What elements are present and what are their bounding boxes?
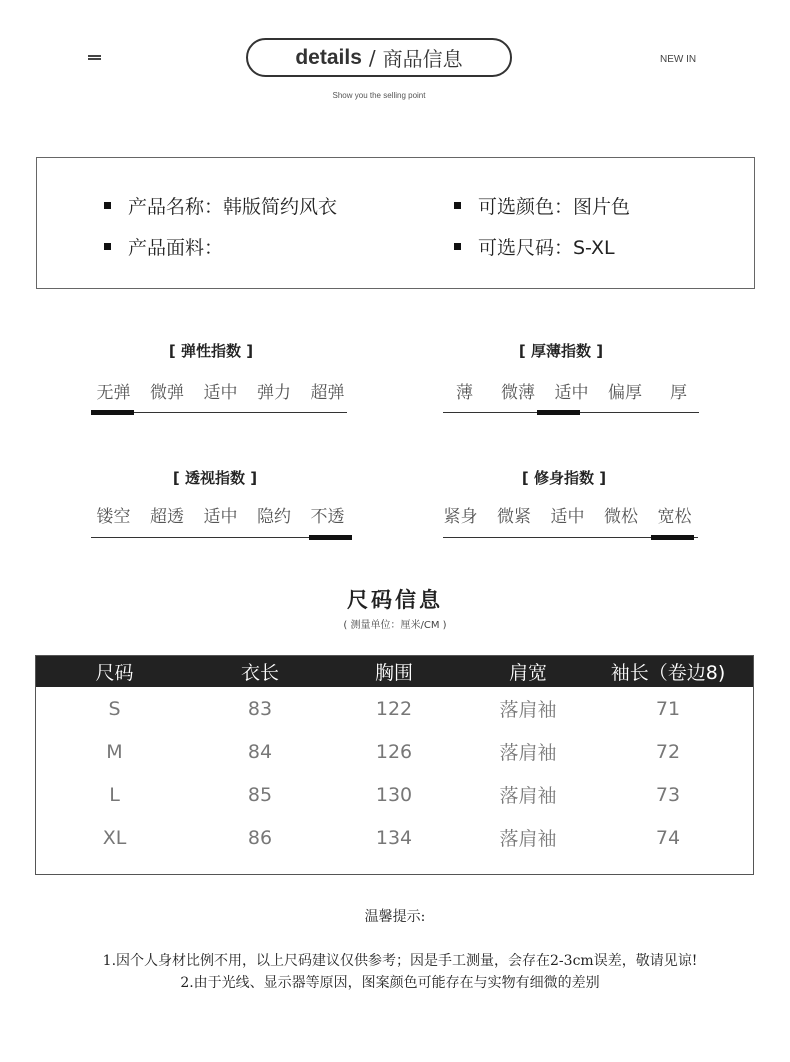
table-cell: 72 bbox=[655, 740, 681, 763]
table-row bbox=[36, 730, 753, 773]
table-cell: 86 bbox=[247, 826, 273, 849]
table-cell: 130 bbox=[375, 783, 413, 806]
table-cell: 73 bbox=[655, 783, 681, 806]
table-row bbox=[36, 816, 753, 859]
table-cell: 落肩袖 bbox=[499, 785, 557, 807]
size-info-unit: ( 测量单位：厘米/CM ) bbox=[343, 620, 447, 631]
details-title-pill bbox=[246, 38, 512, 77]
title-slash: / bbox=[368, 45, 376, 70]
thickness-title: [ 厚薄指数 ] bbox=[518, 342, 604, 360]
product-info-box bbox=[36, 157, 755, 289]
header-cell: 衣长 bbox=[240, 662, 279, 684]
thickness-label: 薄 bbox=[456, 383, 473, 403]
thickness-label: 微薄 bbox=[501, 383, 535, 403]
fit-label: 适中 bbox=[550, 507, 585, 527]
info-product-name bbox=[104, 192, 337, 219]
table-cell: L bbox=[109, 783, 120, 806]
elasticity-label: 无弹 bbox=[96, 383, 131, 403]
size-info-title: 尺码信息 bbox=[347, 588, 443, 612]
table-cell: 126 bbox=[375, 740, 413, 763]
thickness-label: 厚 bbox=[670, 383, 687, 403]
transparency-label: 隐约 bbox=[257, 507, 291, 527]
elasticity-label: 弹力 bbox=[257, 383, 291, 403]
elasticity-label: 适中 bbox=[203, 383, 238, 403]
transparency-selected-marker bbox=[309, 535, 352, 540]
table-cell: 134 bbox=[375, 826, 413, 849]
table-cell: 122 bbox=[375, 697, 413, 720]
new-in-label: NEW IN bbox=[660, 54, 697, 65]
info-product-name-text: 产品名称：韩版简约风衣 bbox=[128, 196, 338, 218]
elasticity-selected-marker bbox=[91, 410, 134, 415]
table-cell: XL bbox=[102, 826, 127, 849]
table-row bbox=[36, 773, 753, 816]
table-row bbox=[36, 687, 753, 730]
fit-label: 微松 bbox=[604, 507, 638, 527]
tip-line-2: 2.由于光线、显示器等原因，图案颜色可能存在与实物有细微的差别 bbox=[180, 975, 600, 991]
thickness-label: 适中 bbox=[554, 383, 589, 403]
subtitle: Show you the selling point bbox=[332, 91, 426, 100]
title-cn: 商品信息 bbox=[382, 47, 463, 71]
elasticity-label: 超弹 bbox=[310, 383, 345, 403]
fit-labels bbox=[434, 502, 701, 527]
table-cell: 74 bbox=[655, 826, 681, 849]
fit-title: [ 修身指数 ] bbox=[521, 469, 607, 487]
bullet-icon bbox=[454, 243, 461, 250]
table-cell: 落肩袖 bbox=[499, 699, 557, 721]
header-cell: 尺码 bbox=[95, 662, 134, 684]
fit-label: 宽松 bbox=[657, 507, 692, 527]
elasticity-label: 微弹 bbox=[150, 383, 184, 403]
thickness-selected-marker bbox=[537, 410, 580, 415]
info-color-text: 可选颜色：图片色 bbox=[478, 196, 631, 218]
transparency-label: 适中 bbox=[203, 507, 238, 527]
header-cell: 肩宽 bbox=[508, 662, 547, 684]
tip-line-1: 1.因个人身材比例不用，以上尺码建议仅供参考；因是手工测量，会存在2-3cm误差，敬请见谅! bbox=[102, 953, 698, 969]
table-cell: S bbox=[108, 697, 121, 720]
fit-label: 微紧 bbox=[497, 507, 531, 527]
size-table-header bbox=[36, 656, 753, 687]
bullet-icon bbox=[104, 243, 111, 250]
header-cell: 胸围 bbox=[374, 662, 413, 684]
elasticity-title: [ 弹性指数 ] bbox=[168, 342, 254, 360]
table-cell: 85 bbox=[247, 783, 273, 806]
transparency-label: 超透 bbox=[150, 507, 184, 527]
transparency-label: 镂空 bbox=[96, 507, 131, 527]
info-fabric bbox=[104, 233, 223, 260]
table-cell: 83 bbox=[247, 697, 273, 720]
bullet-icon bbox=[104, 202, 111, 209]
table-cell: 落肩袖 bbox=[499, 828, 557, 850]
table-cell: 落肩袖 bbox=[499, 742, 557, 764]
info-size-text: 可选尺码：S-XL bbox=[478, 237, 615, 259]
thickness-label: 偏厚 bbox=[608, 383, 642, 403]
table-cell: 84 bbox=[247, 740, 273, 763]
header-cell: 袖长（卷边8) bbox=[610, 662, 726, 684]
info-size bbox=[454, 233, 615, 260]
table-cell: M bbox=[106, 740, 123, 763]
info-fabric-text: 产品面料： bbox=[128, 237, 224, 259]
title-en: details bbox=[295, 45, 362, 69]
transparency-labels bbox=[87, 502, 354, 527]
fit-label: 紧身 bbox=[443, 507, 478, 527]
transparency-label: 不透 bbox=[310, 507, 345, 527]
menu-icon[interactable] bbox=[88, 55, 101, 62]
table-cell: 71 bbox=[655, 697, 681, 720]
size-table bbox=[35, 655, 754, 875]
elasticity-labels bbox=[87, 378, 354, 403]
transparency-title: [ 透视指数 ] bbox=[172, 469, 258, 487]
bullet-icon bbox=[454, 202, 461, 209]
info-color bbox=[454, 192, 630, 219]
thickness-labels bbox=[438, 378, 705, 403]
fit-selected-marker bbox=[651, 535, 694, 540]
tips-title: 温馨提示: bbox=[364, 909, 426, 925]
